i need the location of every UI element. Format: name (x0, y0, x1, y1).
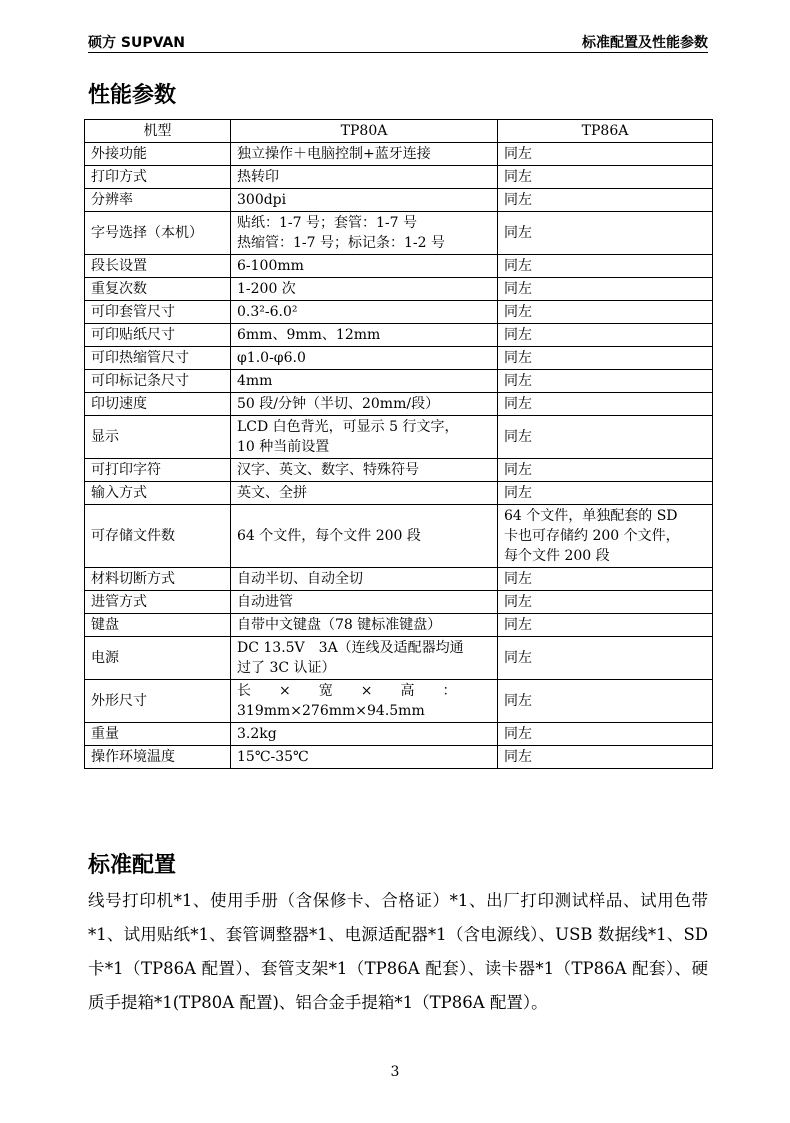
spec-label-cell: 字号选择（本机） (85, 212, 231, 255)
tp86a-value-cell: 同左 (498, 324, 713, 347)
tp80a-value-cell: 自带中文键盘（78 键标准键盘） (231, 614, 498, 637)
spec-label-cell: 印切速度 (85, 393, 231, 416)
spec-label-cell: 进管方式 (85, 591, 231, 614)
spec-label-cell: 可印套管尺寸 (85, 301, 231, 324)
table-row (85, 143, 713, 166)
tp86a-value-cell: 同左 (498, 482, 713, 505)
table-row (85, 301, 713, 324)
tp86a-value-cell: 同左 (498, 393, 713, 416)
tp86a-value-cell: 同左 (498, 212, 713, 255)
table-row (85, 278, 713, 301)
tp80a-value-cell: 50 段/分钟（半切、20mm/段） (231, 393, 498, 416)
table-row (85, 324, 713, 347)
header-section-title: 标准配置及性能参数 (582, 35, 708, 51)
tp80a-value-cell: 64 个文件，每个文件 200 段 (231, 505, 498, 568)
tp80a-value-cell: 0.3²-6.0² (231, 301, 498, 324)
tp80a-value-cell: 自动进管 (231, 591, 498, 614)
spec-label-cell: 段长设置 (85, 255, 231, 278)
spec-label-cell: 打印方式 (85, 166, 231, 189)
spec-label-cell: 可打印字符 (85, 459, 231, 482)
tp86a-value-cell: 同左 (498, 723, 713, 746)
column-header: 机型 (85, 120, 231, 143)
table-row (85, 393, 713, 416)
tp80a-value-cell: 独立操作＋电脑控制+蓝牙连接 (231, 143, 498, 166)
column-header: TP86A (498, 120, 713, 143)
tp86a-value-cell: 同左 (498, 301, 713, 324)
table-row (85, 637, 713, 680)
tp80a-value-cell: φ1.0-φ6.0 (231, 347, 498, 370)
tp86a-value-cell: 同左 (498, 746, 713, 769)
tp80a-value-cell: 15℃-35℃ (231, 746, 498, 769)
tp86a-value-cell: 同左 (498, 637, 713, 680)
table-row (85, 212, 713, 255)
spec-label-cell: 重复次数 (85, 278, 231, 301)
tp80a-value-cell: 贴纸：1-7 号；套管：1-7 号 热缩管：1-7 号；标记条：1-2 号 (231, 212, 498, 255)
tp86a-value-cell: 同左 (498, 459, 713, 482)
spec-label-cell: 电源 (85, 637, 231, 680)
table-row (85, 482, 713, 505)
spec-label-cell: 可印贴纸尺寸 (85, 324, 231, 347)
tp80a-value-cell: DC 13.5V 3A（连线及适配器均通 过了 3C 认证） (231, 637, 498, 680)
table-row (85, 591, 713, 614)
table-row (85, 347, 713, 370)
tp80a-value-cell: 自动半切、自动全切 (231, 568, 498, 591)
spec-table (84, 119, 713, 769)
tp86a-value-cell: 同左 (498, 189, 713, 212)
tp80a-value-cell: 6mm、9mm、12mm (231, 324, 498, 347)
tp86a-value-cell: 同左 (498, 255, 713, 278)
spec-label-cell: 可印热缩管尺寸 (85, 347, 231, 370)
spec-label-cell: 操作环境温度 (85, 746, 231, 769)
table-row (85, 746, 713, 769)
spec-label-cell: 可存储文件数 (85, 505, 231, 568)
performance-title: 性能参数 (88, 83, 177, 108)
tp86a-value-cell: 同左 (498, 568, 713, 591)
tp80a-value-cell: 1-200 次 (231, 278, 498, 301)
table-row (85, 416, 713, 459)
tp86a-value-cell: 同左 (498, 278, 713, 301)
tp80a-value-cell: 4mm (231, 370, 498, 393)
tp86a-value-cell: 同左 (498, 680, 713, 723)
spec-label-cell: 显示 (85, 416, 231, 459)
tp86a-value-cell: 同左 (498, 591, 713, 614)
table-header-row (85, 120, 713, 143)
tp86a-value-cell: 同左 (498, 370, 713, 393)
spec-label-cell: 可印标记条尺寸 (85, 370, 231, 393)
spec-label-cell: 外形尺寸 (85, 680, 231, 723)
tp80a-value-cell: LCD 白色背光，可显示 5 行文字， 10 种当前设置 (231, 416, 498, 459)
tp86a-value-cell: 64 个文件，单独配套的 SD 卡也可存储约 200 个文件， 每个文件 200 段 (498, 505, 713, 568)
column-header: TP80A (231, 120, 498, 143)
tp80a-value-cell: 3.2kg (231, 723, 498, 746)
tp80a-value-cell: 英文、全拼 (231, 482, 498, 505)
table-row (85, 459, 713, 482)
tp86a-value-cell: 同左 (498, 347, 713, 370)
table-row (85, 370, 713, 393)
tp80a-value-cell: 长 × 宽 × 高 ： 319mm×276mm×94.5mm (231, 680, 498, 723)
standard-config-text: 线号打印机*1、使用手册（含保修卡、合格证）*1、出厂打印测试样品、试用色带*1、试用贴纸*1、套管调整器*1、电源适配器*1（含电源线）、USB 数据线*1、SD 卡*1（TP86A 配置）、套管支架*1（TP86A 配套）、读卡器*1（TP86A 配套）、硬质手提箱*1(TP80A 配置)、铝合金手提箱*1（TP86A 配置）。 (88, 891, 708, 1012)
table-row (85, 680, 713, 723)
page-header (88, 30, 708, 53)
standard-config-title: 标准配置 (88, 853, 177, 878)
table-row (85, 189, 713, 212)
table-row (85, 166, 713, 189)
tp80a-value-cell: 汉字、英文、数字、特殊符号 (231, 459, 498, 482)
table-row (85, 614, 713, 637)
page-number: 3 (390, 1064, 400, 1080)
tp86a-value-cell: 同左 (498, 614, 713, 637)
spec-label-cell: 外接功能 (85, 143, 231, 166)
tp80a-value-cell: 6-100mm (231, 255, 498, 278)
tp86a-value-cell: 同左 (498, 166, 713, 189)
spec-label-cell: 分辨率 (85, 189, 231, 212)
tp80a-value-cell: 300dpi (231, 189, 498, 212)
header-brand: 硕方 SUPVAN (88, 35, 186, 51)
table-row (85, 568, 713, 591)
table-row (85, 723, 713, 746)
table-row (85, 255, 713, 278)
spec-label-cell: 材料切断方式 (85, 568, 231, 591)
spec-label-cell: 重量 (85, 723, 231, 746)
tp80a-value-cell: 热转印 (231, 166, 498, 189)
tp86a-value-cell: 同左 (498, 416, 713, 459)
spec-label-cell: 输入方式 (85, 482, 231, 505)
spec-label-cell: 键盘 (85, 614, 231, 637)
tp86a-value-cell: 同左 (498, 143, 713, 166)
table-row (85, 505, 713, 568)
